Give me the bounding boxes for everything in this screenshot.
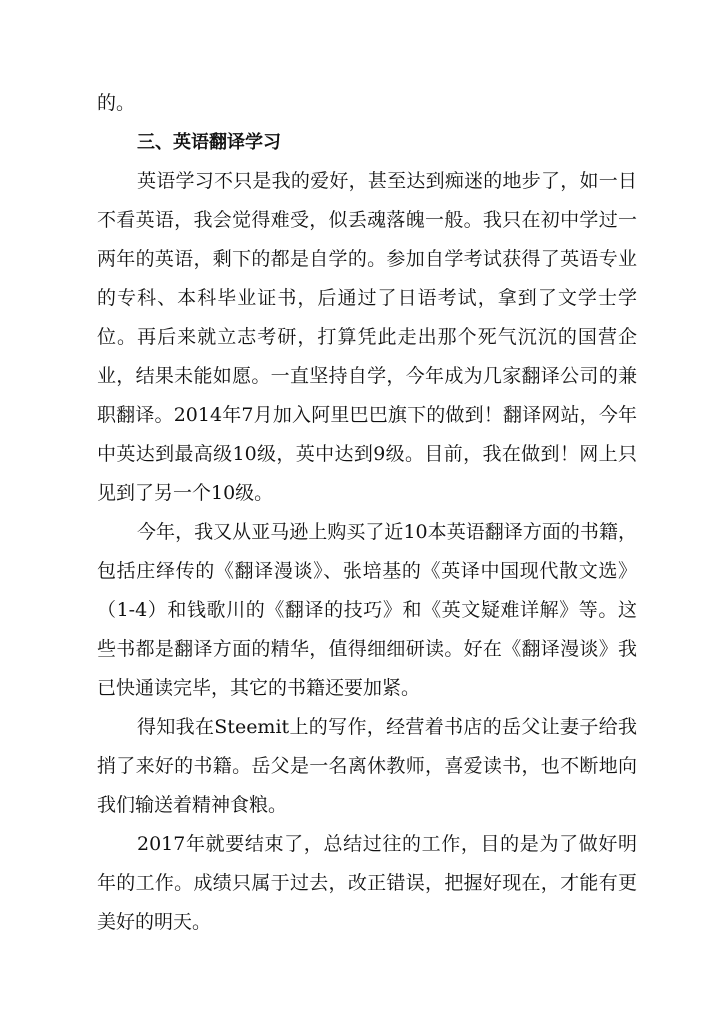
- section-heading: 三、英语翻译学习: [137, 132, 281, 153]
- paragraph-father-in-law: 得知我在Steemit上的写作，经营着书店的岳父让妻子给我捎了来好的书籍。岳父是一名离休教师，喜爱读书，也不断地向我们输送着精神食粮。: [97, 716, 637, 816]
- document-body: [97, 84, 637, 942]
- continuation-text: 的。: [97, 92, 136, 114]
- paragraph-english-study: 英语学习不只是我的爱好，甚至达到痴迷的地步了，如一日不看英语，我会觉得难受，似丢魂落魄一般。我只在初中学过一两年的英语，剩下的都是自学的。参加自学考试获得了英语专业的专科、本科毕业证书，后通过了日语考试，拿到了文学士学位。再后来就立志考研，打算凭此走出那个死气沉沉的国营企业，结果未能如愿。一直坚持自学，今年成为几家翻译公司的兼职翻译。2014年7月加入阿里巴巴旗下的做到！翻译网站，今年中英达到最高级10级，英中达到9级。目前，我在做到！网上只见到了另一个10级。: [97, 170, 637, 504]
- paragraph-conclusion: 2017年就要结束了，总结过往的工作，目的是为了做好明年的工作。成绩只属于过去，改正错误，把握好现在，才能有更美好的明天。: [97, 833, 637, 933]
- paragraph-books-purchased: 今年，我又从亚马逊上购买了近10本英语翻译方面的书籍，包括庄绎传的《翻译漫谈》、张培基的《英译中国现代散文选》（1-4）和钱歌川的《翻译的技巧》和《英文疑难详解》等。这些书都是翻译方面的精华，值得细细研读。好在《翻译漫谈》我已快通读完毕，其它的书籍还要加紧。: [97, 521, 637, 699]
